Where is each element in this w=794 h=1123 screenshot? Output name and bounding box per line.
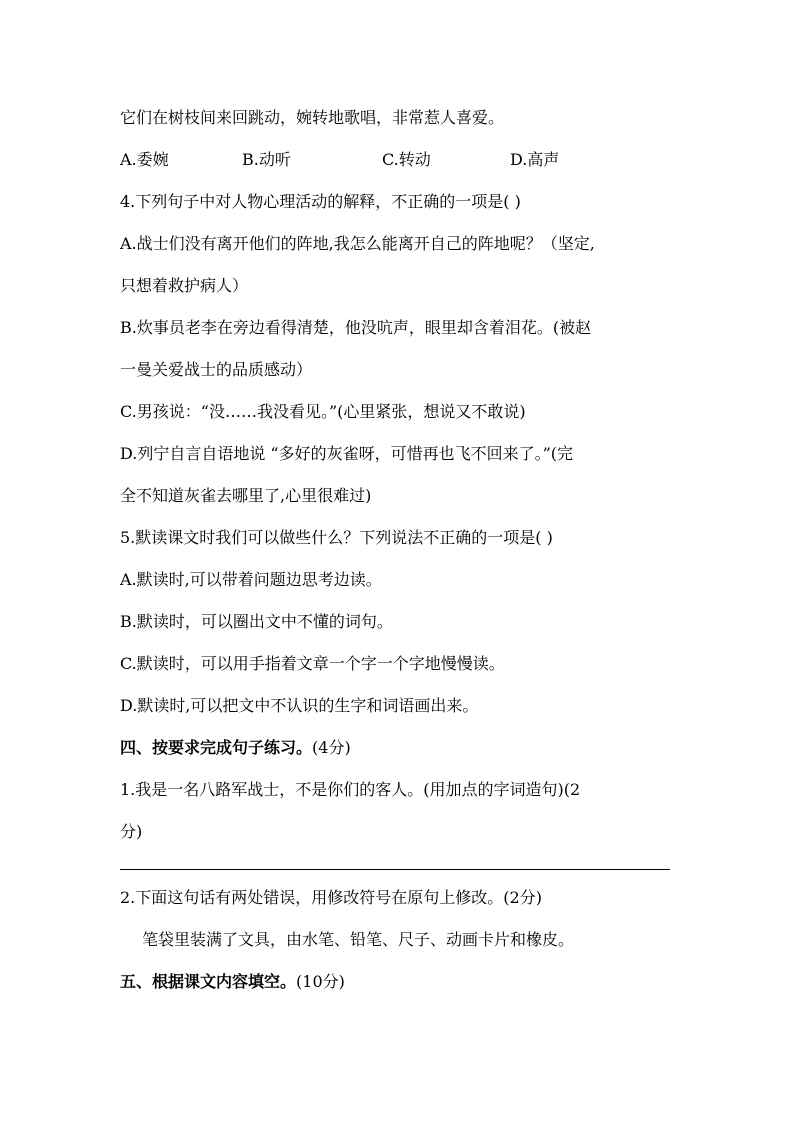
q5-option-a[interactable]: A.默读时,可以带着问题边思考边读。	[120, 570, 382, 589]
q5-option-d[interactable]: D.默读时,可以把文中不认识的生字和词语画出来。	[120, 696, 479, 715]
section-4-q2-sentence: 笔袋里装满了文具，由水笔、铅笔、尺子、动画卡片和橡皮。	[142, 930, 575, 949]
q3-option-a[interactable]: A.委婉	[120, 150, 169, 169]
q3-sentence-continued: 它们在树枝间来回跳动，婉转地歌唱，非常惹人喜爱。	[120, 108, 505, 127]
section-4-title: 四、按要求完成句子练习。	[120, 738, 313, 757]
section-4-heading	[120, 738, 351, 758]
answer-line[interactable]	[120, 869, 670, 870]
q3-option-b[interactable]: B.动听	[242, 150, 291, 169]
q5-option-b[interactable]: B.默读时，可以圈出文中不懂的词句。	[120, 612, 393, 631]
q4-option-b-line2: 一曼关爱战士的品质感动）	[120, 360, 313, 379]
q4-option-a-line2: 只想着救护病人）	[120, 276, 249, 295]
section-4-q2: 2.下面这句话有两处错误，用修改符号在原句上修改。(2分)	[120, 888, 542, 907]
section-4-q1-line1: 1.我是一名八路军战士，不是你们的客人。(用加点的字词造句)(2	[120, 780, 581, 799]
section-4-q1-line2: 分)	[120, 822, 143, 841]
q3-options	[120, 150, 680, 170]
q4-option-c[interactable]: C.男孩说：“没……我没看见。”(心里紧张，想说又不敢说)	[120, 402, 526, 421]
section-5-heading	[120, 972, 345, 992]
q4-question: 4.下列句子中对人物心理活动的解释，不正确的一项是( )	[120, 192, 521, 211]
q4-option-d-line2: 全不知道灰雀去哪里了,心里很难过)	[120, 486, 372, 505]
q3-option-d[interactable]: D.高声	[510, 150, 560, 169]
q4-option-b-line1[interactable]: B.炊事员老李在旁边看得清楚，他没吭声，眼里却含着泪花。(被赵	[120, 318, 592, 337]
q5-option-c[interactable]: C.默读时，可以用手指着文章一个字一个字地慢慢读。	[120, 654, 505, 673]
q4-option-d-line1[interactable]: D.列宁自言自语地说 “多好的灰雀呀，可惜再也飞不回来了。”(完	[120, 444, 574, 463]
q3-option-c[interactable]: C.转动	[382, 150, 431, 169]
section-4-points: (4分)	[312, 738, 351, 757]
q4-option-a-line1[interactable]: A.战士们没有离开他们的阵地,我怎么能离开自己的阵地呢？（坚定,	[120, 234, 595, 253]
section-5-points: (10分)	[296, 972, 345, 991]
section-5-title: 五、根据课文内容填空。	[120, 972, 297, 991]
q5-question: 5.默读课文时我们可以做些什么？下列说法不正确的一项是( )	[120, 528, 553, 547]
